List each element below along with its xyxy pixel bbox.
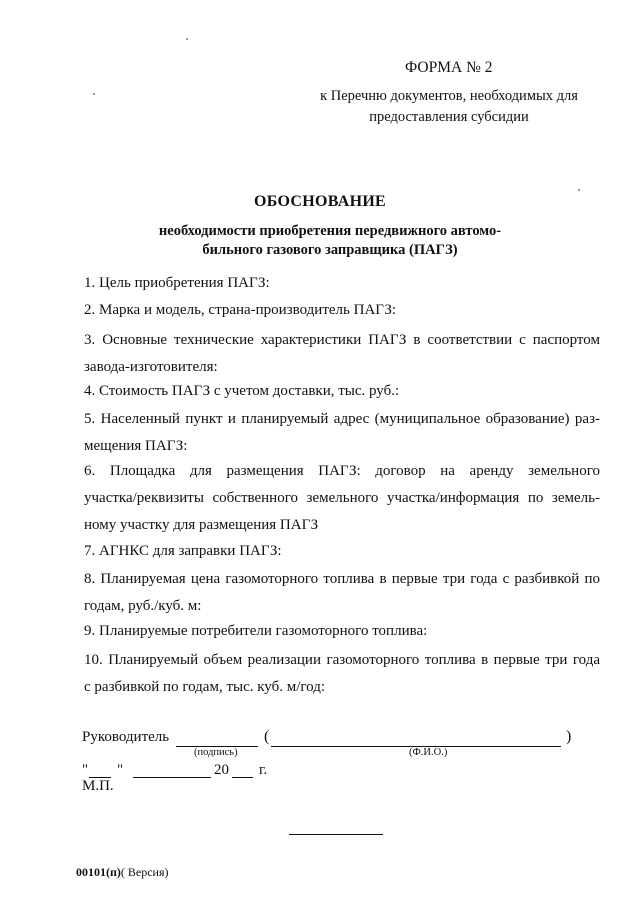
list-item [84,566,600,620]
list-item [84,378,600,405]
list-item [84,647,600,701]
item-line: 8. Планируемая цена газомоторного топлива в первые три года с разбивкой по [84,571,600,587]
reference-line-1: к Перечню документов, необходимых для [320,88,578,104]
scan-speck [186,38,188,40]
date-quote-close: " [117,762,124,778]
stamp-place: М.П. [82,778,114,794]
list-item [84,618,600,645]
month-line [133,777,211,778]
subtitle-line-2: бильного газового заправщика (ПАГЗ) [202,242,458,258]
list-item [84,538,600,565]
item-line: ному участку для размещения ПАГЗ [84,517,319,533]
item-line: 4. Стоимость ПАГЗ с учетом доставки, тыс. руб.: [84,383,400,399]
reference-note [300,86,598,128]
item-line: завода-изготовителя: [84,359,218,375]
item-line: годам, руб./куб. м: [84,598,202,614]
item-line: 2. Марка и модель, страна-производитель ПАГЗ: [84,302,397,318]
date-quote-open: " [82,762,89,778]
item-line: мещения ПАГЗ: [84,438,188,454]
list-item [84,458,600,539]
item-line: 7. АГНКС для заправки ПАГЗ: [84,543,282,559]
list-item [84,270,600,297]
list-item [84,297,600,324]
item-line: 9. Планируемые потребители газомоторного топлива: [84,623,428,639]
item-line: 1. Цель приобретения ПАГЗ: [84,275,270,291]
footer-version [76,865,169,880]
year-line [232,777,253,778]
item-line: 6. Площадка для размещения ПАГЗ: договор на аренду земельного [84,463,600,479]
list-item [84,406,600,460]
reference-line-2: предоставления субсидии [369,109,529,125]
document-subtitle [120,222,540,260]
subtitle-line-1: необходимости приобретения передвижного автомо- [158,223,502,239]
version-label: ( Версия) [120,865,169,879]
scan-speck [578,189,580,191]
bottom-divider [289,834,383,835]
close-paren: ) [566,728,572,745]
item-line: 5. Населенный пункт и планируемый адрес (муниципальное образование) раз- [84,411,600,427]
signature-caption: (подпись) [194,747,238,758]
item-line: с разбивкой по годам, тыс. куб. м/год: [84,679,326,695]
item-line: 10. Планируемый объем реализации газомоторного топлива в первые три года [84,652,600,668]
year-prefix: 20 [214,762,229,778]
open-paren: ( [264,728,270,745]
year-suffix: г. [259,762,268,778]
document-title: ОБОСНОВАНИЕ [253,193,387,210]
scan-speck [93,93,95,95]
signature-label: Руководитель [82,729,170,745]
name-caption: (Ф.И.О.) [409,747,448,758]
form-number: ФОРМА № 2 [405,59,493,76]
item-line: 3. Основные технические характеристики ПАГЗ в соответствии с паспортом [84,332,600,348]
item-line: участка/реквизиты собственного земельного участка/информация по земель- [84,490,600,506]
list-item [84,327,600,381]
version-code: 00101(п) [76,865,121,879]
